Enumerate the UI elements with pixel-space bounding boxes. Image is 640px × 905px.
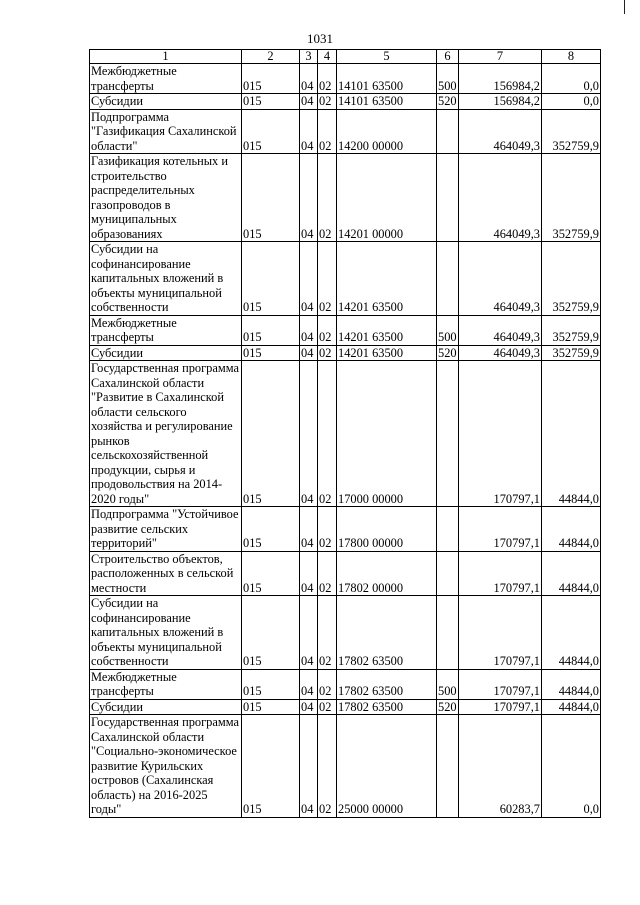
column-header-6: 6 bbox=[437, 50, 459, 64]
subsection-cell: 02 bbox=[318, 94, 337, 110]
subsection-cell: 02 bbox=[318, 699, 337, 715]
admin-code-cell: 015 bbox=[242, 109, 300, 154]
section-cell: 04 bbox=[300, 596, 318, 670]
admin-code-cell: 015 bbox=[242, 551, 300, 596]
target-article-cell: 14101 63500 bbox=[337, 64, 437, 94]
subsection-cell: 02 bbox=[318, 154, 337, 242]
admin-code-cell: 015 bbox=[242, 507, 300, 552]
item-name-cell: Газификация котельных и строительство распределительных газопроводов в муниципальных образованиях bbox=[90, 154, 242, 242]
admin-code-cell: 015 bbox=[242, 315, 300, 345]
amount-year-2-cell: 44844,0 bbox=[542, 551, 601, 596]
table-row bbox=[90, 699, 601, 715]
amount-year-2-cell: 0,0 bbox=[542, 64, 601, 94]
expense-type-cell bbox=[437, 361, 459, 507]
target-article-cell: 14201 00000 bbox=[337, 154, 437, 242]
subsection-cell: 02 bbox=[318, 345, 337, 361]
admin-code-cell: 015 bbox=[242, 242, 300, 316]
target-article-cell: 14200 00000 bbox=[337, 109, 437, 154]
subsection-cell: 02 bbox=[318, 64, 337, 94]
expense-type-cell bbox=[437, 715, 459, 818]
section-cell: 04 bbox=[300, 699, 318, 715]
amount-year-2-cell: 44844,0 bbox=[542, 596, 601, 670]
table-row bbox=[90, 315, 601, 345]
target-article-cell: 14101 63500 bbox=[337, 94, 437, 110]
subsection-cell: 02 bbox=[318, 242, 337, 316]
amount-year-1-cell: 156984,2 bbox=[459, 94, 542, 110]
section-cell: 04 bbox=[300, 345, 318, 361]
header-row bbox=[90, 50, 601, 64]
admin-code-cell: 015 bbox=[242, 154, 300, 242]
subsection-cell: 02 bbox=[318, 715, 337, 818]
subsection-cell: 02 bbox=[318, 551, 337, 596]
table-row bbox=[90, 64, 601, 94]
amount-year-1-cell: 170797,1 bbox=[459, 699, 542, 715]
amount-year-1-cell: 60283,7 bbox=[459, 715, 542, 818]
admin-code-cell: 015 bbox=[242, 361, 300, 507]
table-row bbox=[90, 94, 601, 110]
admin-code-cell: 015 bbox=[242, 64, 300, 94]
table-row bbox=[90, 596, 601, 670]
admin-code-cell: 015 bbox=[242, 699, 300, 715]
target-article-cell: 17802 63500 bbox=[337, 596, 437, 670]
target-article-cell: 17000 00000 bbox=[337, 361, 437, 507]
expense-type-cell: 520 bbox=[438, 699, 457, 714]
item-name-cell: Межбюджетные трансферты bbox=[90, 315, 242, 345]
item-name-cell: Государственная программа Сахалинской области "Развитие в Сахалинской области сельского хозяйства и регулирование рынков сельскохозяйственной продукции, сырья и продовольствия на 2014-2020 годы" bbox=[90, 361, 242, 507]
table-row bbox=[90, 242, 601, 316]
expense-type-cell: 520 bbox=[438, 345, 457, 360]
table-body bbox=[90, 64, 601, 818]
amount-year-1-cell: 170797,1 bbox=[459, 551, 542, 596]
column-header-7: 7 bbox=[459, 50, 542, 64]
column-header-4: 4 bbox=[318, 50, 337, 64]
expense-type-cell bbox=[437, 242, 459, 316]
target-article-cell: 14201 63500 bbox=[337, 242, 437, 316]
target-article-cell: 17802 63500 bbox=[337, 669, 437, 699]
item-name-cell: Подпрограмма "Газификация Сахалинской области" bbox=[90, 109, 242, 154]
amount-year-2-cell: 352759,9 bbox=[542, 315, 601, 345]
item-name-cell: Подпрограмма "Устойчивое развитие сельских территорий" bbox=[90, 507, 242, 552]
amount-year-1-cell: 170797,1 bbox=[459, 596, 542, 670]
expense-type-cell: 500 bbox=[437, 669, 459, 699]
expense-type-cell bbox=[437, 154, 459, 242]
section-cell: 04 bbox=[300, 242, 318, 316]
amount-year-2-cell: 352759,9 bbox=[542, 345, 601, 361]
amount-year-1-cell: 170797,1 bbox=[459, 669, 542, 699]
item-name-cell: Субсидии bbox=[90, 345, 242, 361]
section-cell: 04 bbox=[300, 361, 318, 507]
item-name-cell: Субсидии bbox=[90, 699, 242, 715]
amount-year-1-cell: 464049,3 bbox=[459, 109, 542, 154]
admin-code-cell: 015 bbox=[242, 596, 300, 670]
item-name-cell: Субсидии на софинансирование капитальных вложений в объекты муниципальной собственности bbox=[90, 596, 242, 670]
subsection-cell: 02 bbox=[318, 361, 337, 507]
target-article-cell: 25000 00000 bbox=[337, 715, 437, 818]
column-header-1: 1 bbox=[90, 50, 242, 64]
section-cell: 04 bbox=[300, 507, 318, 552]
amount-year-1-cell: 464049,3 bbox=[459, 154, 542, 242]
admin-code-cell: 015 bbox=[242, 669, 300, 699]
target-article-cell: 17802 00000 bbox=[337, 551, 437, 596]
expense-type-cell: 500 bbox=[437, 64, 459, 94]
table-row bbox=[90, 551, 601, 596]
subsection-cell: 02 bbox=[318, 315, 337, 345]
expense-type-cell: 500 bbox=[437, 315, 459, 345]
table-row bbox=[90, 109, 601, 154]
section-cell: 04 bbox=[300, 154, 318, 242]
amount-year-2-cell: 44844,0 bbox=[542, 669, 601, 699]
section-cell: 04 bbox=[300, 64, 318, 94]
section-cell: 04 bbox=[300, 669, 318, 699]
subsection-cell: 02 bbox=[318, 507, 337, 552]
table-row bbox=[90, 361, 601, 507]
expense-type-cell bbox=[437, 507, 459, 552]
item-name-cell: Субсидии на софинансирование капитальных вложений в объекты муниципальной собственности bbox=[90, 242, 242, 316]
budget-table bbox=[89, 49, 601, 818]
section-cell: 04 bbox=[300, 94, 318, 110]
column-header-3: 3 bbox=[300, 50, 318, 64]
table-row bbox=[90, 507, 601, 552]
column-header-8: 8 bbox=[542, 50, 601, 64]
amount-year-2-cell: 44844,0 bbox=[542, 699, 601, 715]
item-name-cell: Межбюджетные трансферты bbox=[90, 669, 242, 699]
amount-year-2-cell: 352759,9 bbox=[542, 154, 601, 242]
expense-type-cell bbox=[437, 551, 459, 596]
table-row bbox=[90, 345, 601, 361]
admin-code-cell: 015 bbox=[242, 94, 300, 110]
expense-type-cell bbox=[437, 109, 459, 154]
target-article-cell: 14201 63500 bbox=[337, 315, 437, 345]
admin-code-cell: 015 bbox=[242, 715, 300, 818]
item-name-cell: Государственная программа Сахалинской области "Социально-экономическое развитие Курильских островов (Сахалинская область) на 2016-2025 годы" bbox=[90, 715, 242, 818]
amount-year-1-cell: 464049,3 bbox=[459, 242, 542, 316]
amount-year-1-cell: 170797,1 bbox=[459, 361, 542, 507]
expense-type-cell: 520 bbox=[438, 94, 457, 108]
amount-year-1-cell: 170797,1 bbox=[459, 507, 542, 552]
section-cell: 04 bbox=[300, 551, 318, 596]
amount-year-1-cell: 464049,3 bbox=[459, 315, 542, 345]
target-article-cell: 17802 63500 bbox=[337, 699, 437, 715]
amount-year-2-cell: 0,0 bbox=[542, 715, 601, 818]
section-cell: 04 bbox=[300, 109, 318, 154]
amount-year-2-cell: 352759,9 bbox=[542, 109, 601, 154]
scan-mark bbox=[624, 0, 625, 14]
item-name-cell: Межбюджетные трансферты bbox=[90, 64, 242, 94]
amount-year-1-cell: 464049,3 bbox=[459, 345, 542, 361]
target-article-cell: 14201 63500 bbox=[337, 345, 437, 361]
target-article-cell: 17800 00000 bbox=[337, 507, 437, 552]
admin-code-cell: 015 bbox=[242, 345, 300, 361]
section-cell: 04 bbox=[300, 315, 318, 345]
table-row bbox=[90, 715, 601, 818]
amount-year-1-cell: 156984,2 bbox=[459, 64, 542, 94]
subsection-cell: 02 bbox=[318, 596, 337, 670]
table-row bbox=[90, 154, 601, 242]
table-row bbox=[90, 669, 601, 699]
amount-year-2-cell: 0,0 bbox=[542, 94, 601, 110]
section-cell: 04 bbox=[300, 715, 318, 818]
amount-year-2-cell: 352759,9 bbox=[542, 242, 601, 316]
amount-year-2-cell: 44844,0 bbox=[542, 507, 601, 552]
page-number: 1031 bbox=[307, 31, 333, 46]
expense-type-cell bbox=[437, 596, 459, 670]
subsection-cell: 02 bbox=[318, 669, 337, 699]
item-name-cell: Строительство объектов, расположенных в сельской местности bbox=[90, 551, 242, 596]
subsection-cell: 02 bbox=[318, 109, 337, 154]
column-header-2: 2 bbox=[242, 50, 300, 64]
amount-year-2-cell: 44844,0 bbox=[542, 361, 601, 507]
item-name-cell: Субсидии bbox=[90, 94, 242, 110]
column-header-5: 5 bbox=[337, 50, 437, 64]
